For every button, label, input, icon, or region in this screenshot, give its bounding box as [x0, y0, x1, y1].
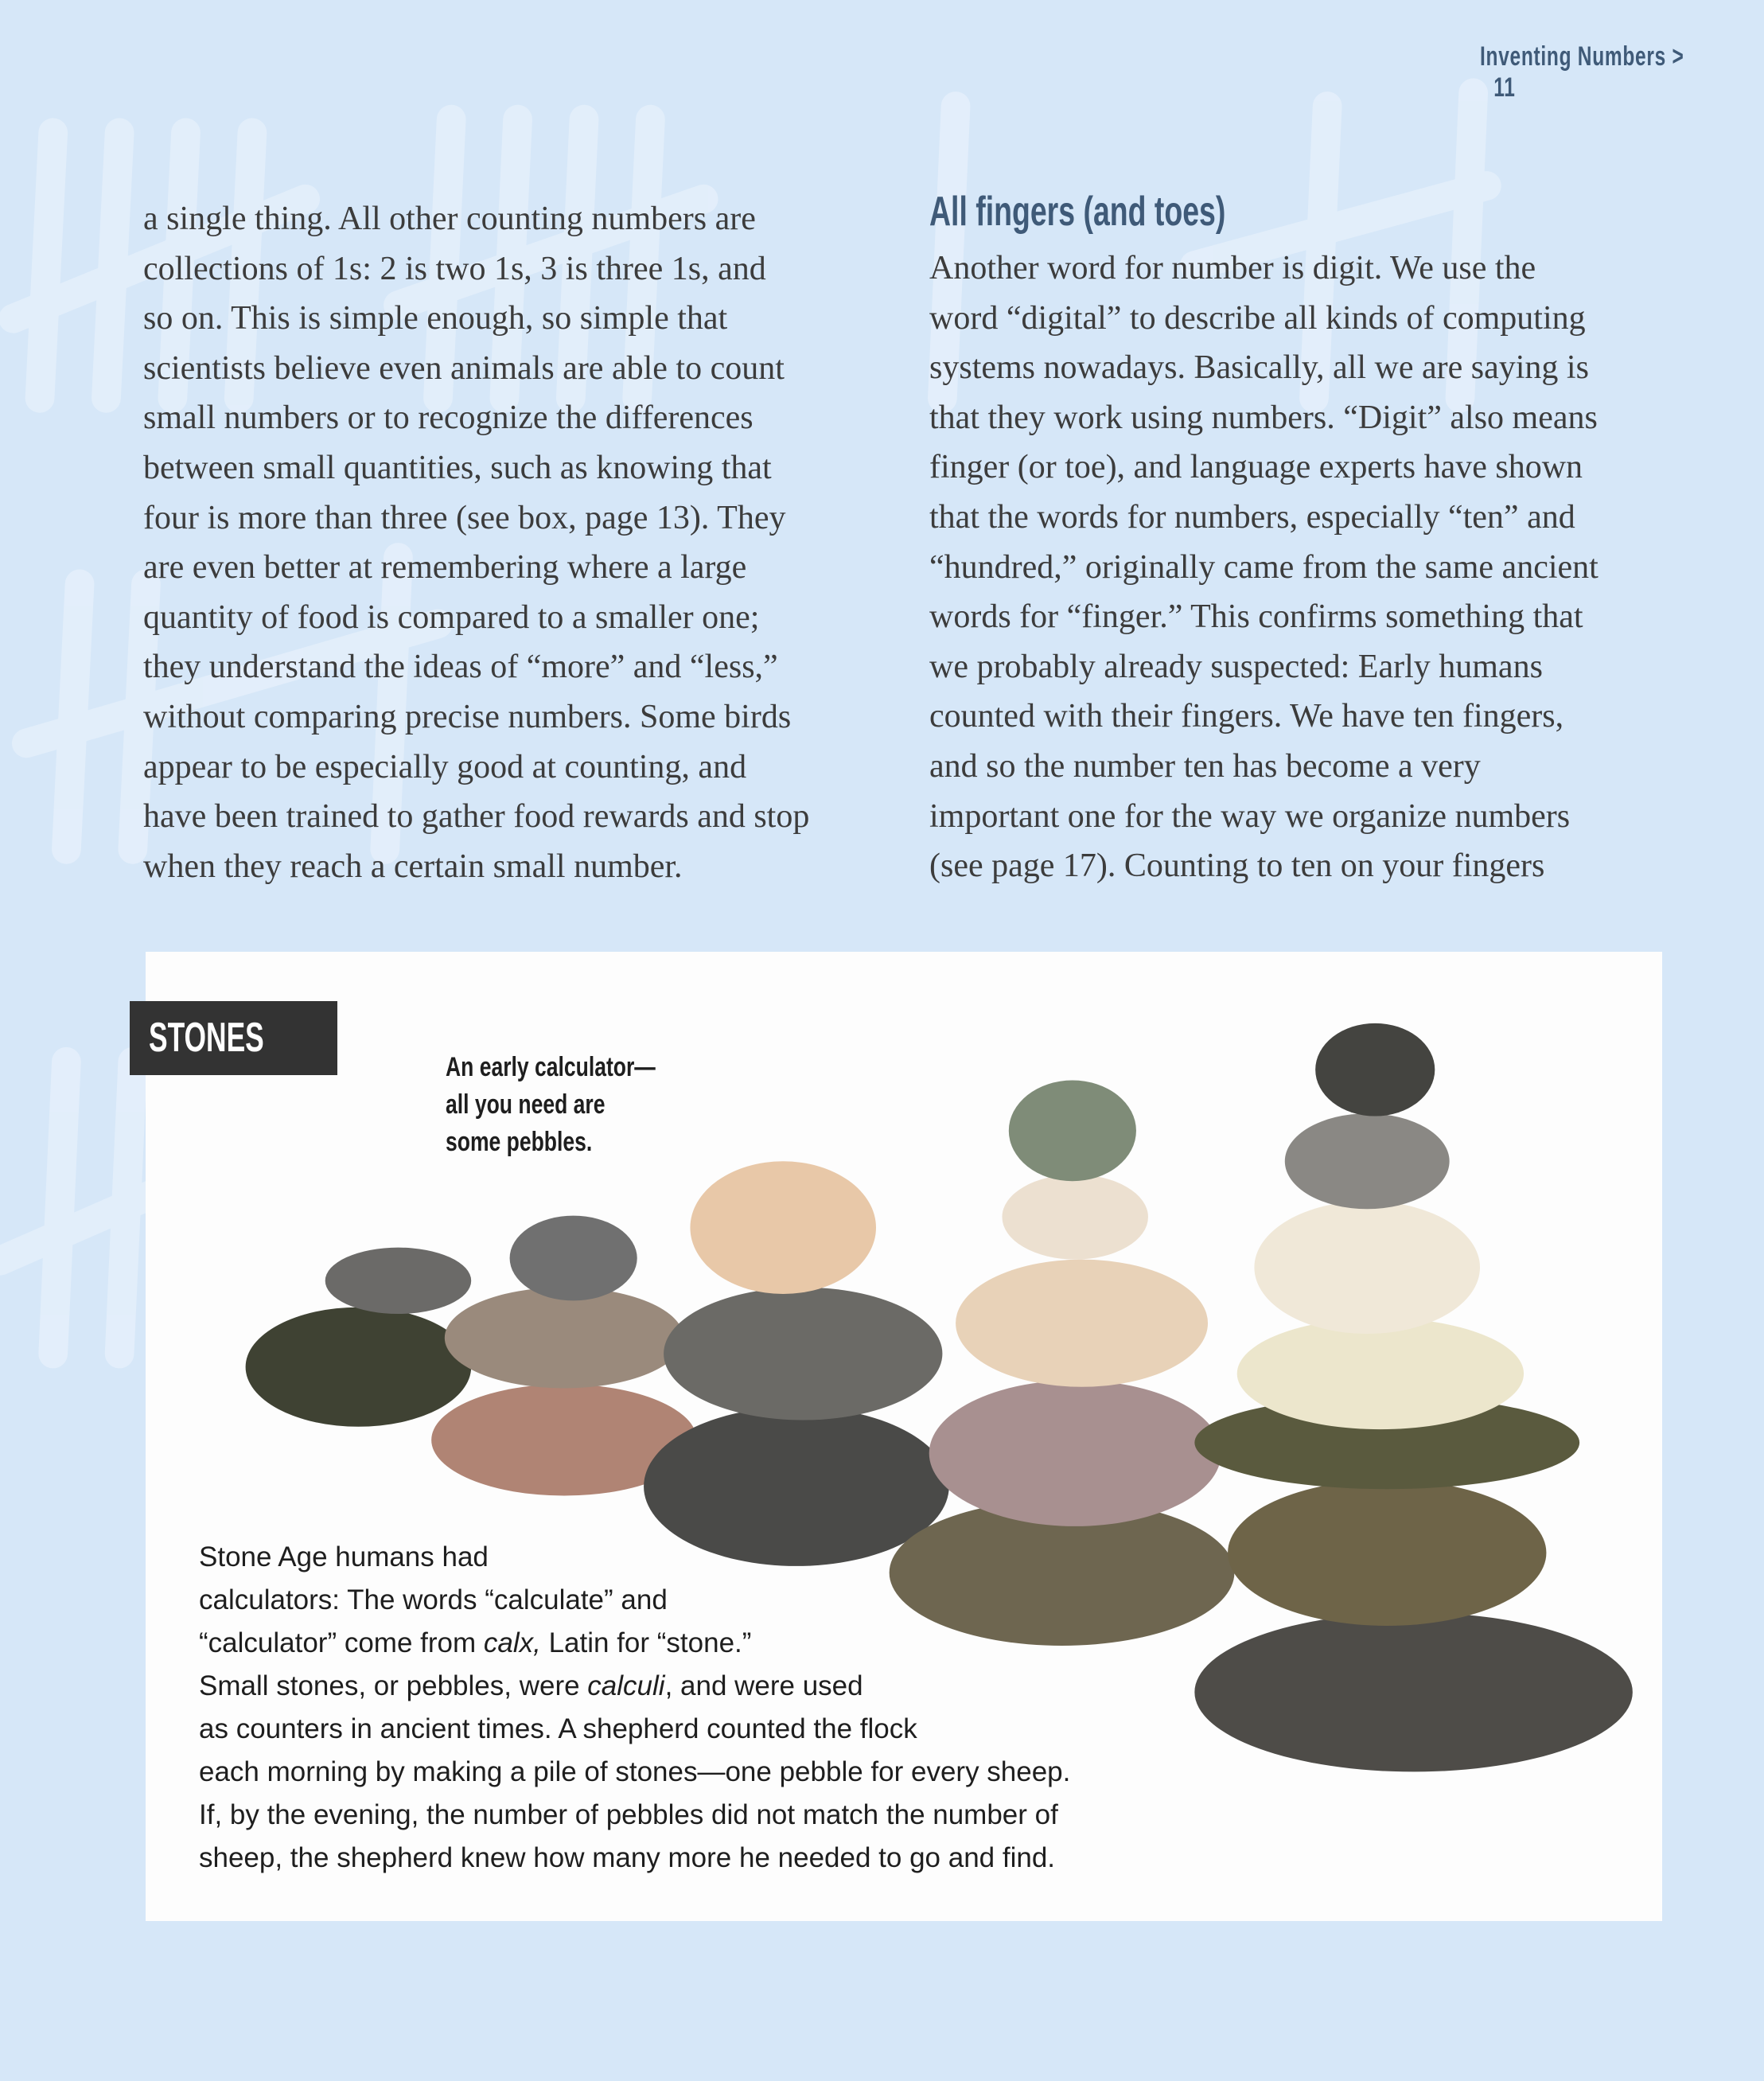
pebble-stack-1: [246, 1248, 472, 1427]
text-line: appear to be especially good at counting, and: [143, 748, 747, 785]
caption-line: some pebbles.: [446, 1127, 593, 1157]
section-heading: All fingers (and toes): [929, 189, 1226, 235]
caption-line: all you need are: [446, 1089, 606, 1120]
text-segment: , and were used: [664, 1670, 863, 1701]
text-line: Stone Age humans had: [199, 1541, 489, 1572]
text-segment: Latin for “stone.”: [540, 1627, 752, 1658]
italic-term: calculi: [587, 1670, 665, 1701]
pebble-stack-3: [644, 1161, 949, 1566]
pebble-stack-5: [1194, 1023, 1632, 1772]
text-line: without comparing precise numbers. Some birds: [143, 698, 792, 735]
text-line: a single thing. All other counting numbers are: [143, 201, 756, 237]
section-title: Inventing Numbers >: [1480, 41, 1684, 72]
text-line: they understand the ideas of “more” and “less,”: [143, 649, 778, 686]
text-line: as counters in ancient times. A shepherd counted the flock: [199, 1713, 917, 1744]
text-line: and so the number ten has become a very: [929, 747, 1481, 785]
stones-box-text: [199, 1536, 1070, 1880]
text-line: each morning by making a pile of stones—one pebble for every sheep.: [199, 1756, 1071, 1787]
text-line: word “digital” to describe all kinds of computing: [929, 299, 1586, 337]
text-line: between small quantities, such as knowing that: [143, 449, 772, 486]
text-line: calculators: The words “calculate” and: [199, 1584, 668, 1615]
text-line: systems nowadays. Basically, all we are saying is: [929, 349, 1589, 387]
text-line: “hundred,” originally came from the same ancient: [929, 548, 1599, 586]
stones-label-text: STONES: [149, 1015, 264, 1061]
italic-term: calx,: [483, 1627, 541, 1658]
text-line: when they reach a certain small number.: [143, 848, 683, 885]
text-segment: Small stones, or pebbles, were: [199, 1670, 588, 1701]
text-line: [199, 1665, 1070, 1708]
text-line: words for “finger.” This confirms something that: [929, 598, 1583, 636]
text-line: scientists believe even animals are able to count: [143, 349, 785, 387]
text-line: (see page 17). Counting to ten on your fingers: [929, 848, 1545, 885]
stones-label: [130, 1001, 337, 1075]
text-line: we probably already suspected: Early humans: [929, 648, 1543, 685]
text-line: important one for the way we organize numbers: [929, 797, 1571, 835]
text-line: have been trained to gather food rewards and stop: [143, 798, 810, 836]
text-line: counted with their fingers. We have ten fingers,: [929, 698, 1564, 735]
text-line: finger (or toe), and language experts have shown: [929, 449, 1583, 486]
text-line: four is more than three (see box, page 13). They: [143, 499, 786, 536]
text-line: sheep, the shepherd knew how many more he needed to go and find.: [199, 1842, 1056, 1873]
text-line: so on. This is simple enough, so simple that: [143, 300, 728, 337]
page-number: 11: [1493, 72, 1516, 103]
text-line: that the words for numbers, especially “ten” and: [929, 498, 1575, 536]
text-line: If, by the evening, the number of pebbles did not match the number of: [199, 1799, 1058, 1830]
text-line: Another word for number is digit. We use the: [929, 250, 1536, 286]
pebble-stack-2: [431, 1216, 697, 1496]
text-line: quantity of food is compared to a smaller one;: [143, 598, 760, 636]
photo-caption: [446, 1049, 656, 1161]
caption-line: An early calculator—: [446, 1052, 656, 1082]
text-line: are even better at remembering where a large: [143, 549, 747, 586]
text-line: small numbers or to recognize the differences: [143, 399, 753, 437]
text-line: collections of 1s: 2 is two 1s, 3 is three 1s, and: [143, 250, 766, 287]
text-line: [199, 1622, 1070, 1665]
text-line: that they work using numbers. “Digit” also means: [929, 399, 1598, 436]
text-segment: “calculator” come from: [199, 1627, 484, 1658]
